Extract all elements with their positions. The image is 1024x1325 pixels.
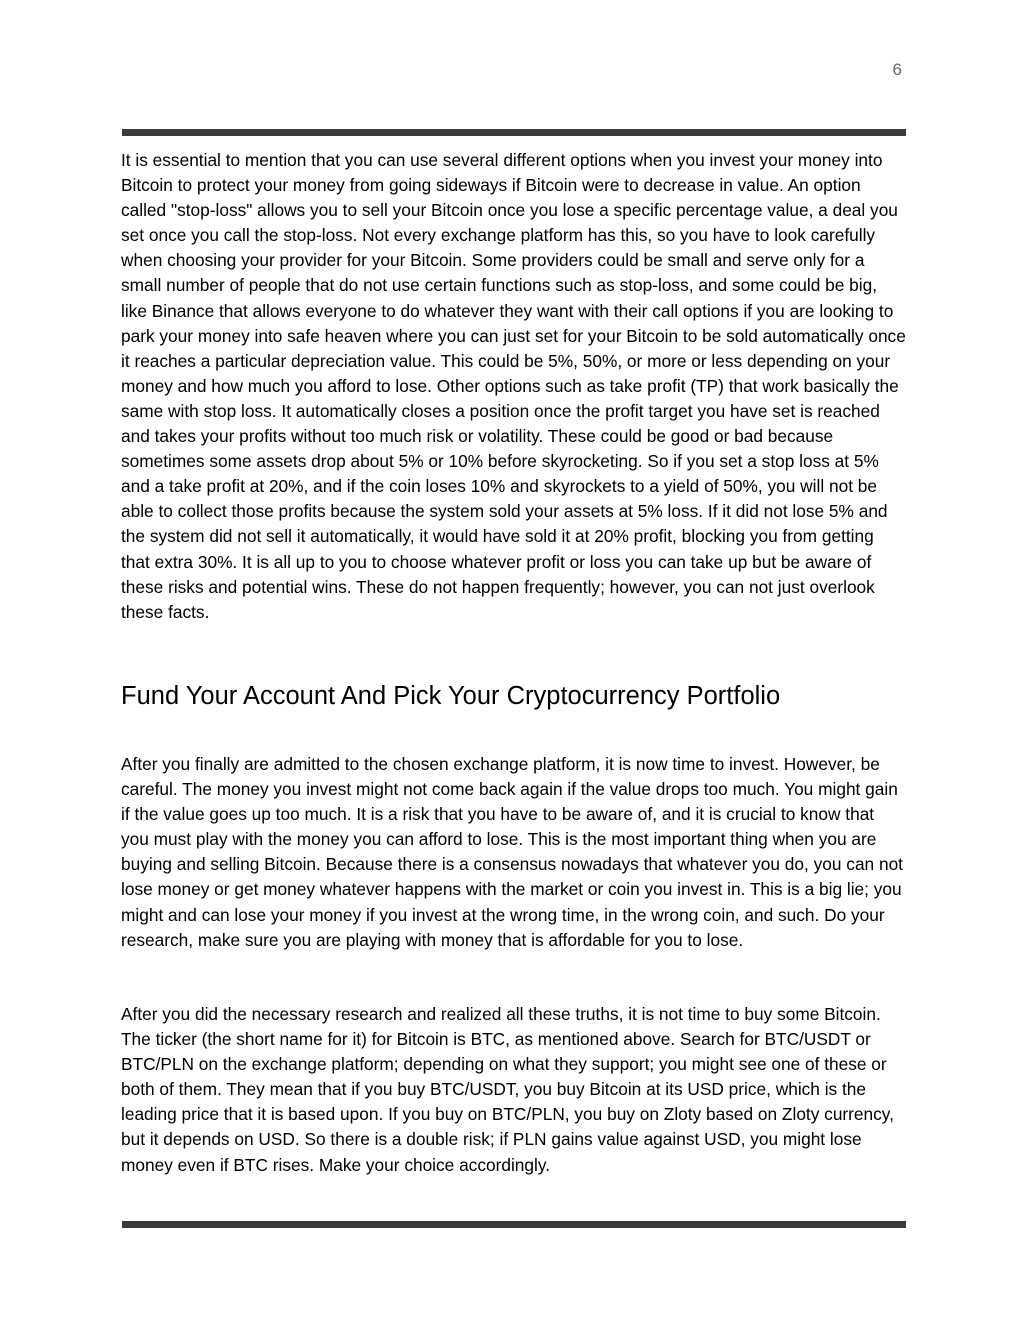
- bottom-divider: [122, 1221, 906, 1228]
- paragraph-stop-loss: [121, 148, 906, 625]
- page-number: 6: [892, 60, 902, 79]
- paragraph-buy-bitcoin: [121, 1002, 906, 1178]
- paragraph-text: After you did the necessary research and realized all these truths, it is not time to buy some Bitcoin. The ticker (the short name for it) for Bitcoin is BTC, as mentioned above. Search for BTC/USDT or BTC/PLN on the exchange platform; depending on what they support; you might see one of these or both of them. They mean that if you buy BTC/USDT, you buy Bitcoin at its USD price, which is the leading price that it is based upon. If you buy on BTC/PLN, you buy on Zloty based on Zloty currency, but it depends on USD. So there is a double risk; if PLN gains value against USD, you might lose money even if BTC rises. Make your choice accordingly.: [121, 1004, 894, 1175]
- paragraph-text: It is essential to mention that you can use several different options when you invest your money into Bitcoin to protect your money from going sideways if Bitcoin were to decrease in value. An option called "stop-loss" allows you to sell your Bitcoin once you lose a specific percentage value, a deal you set once you call the stop-loss. Not every exchange platform has this, so you have to look carefully when choosing your provider for your Bitcoin. Some providers could be small and serve only for a small number of people that do not use certain functions such as stop-loss, and some could be big, like Binance that allows everyone to do whatever they want with their call options if you are looking to park your money into safe heaven where you can just set for your Bitcoin to be sold automatically once it reaches a particular depreciation value. This could be 5%, 50%, or more or less depending on your money and how much you afford to lose. Other options such as take profit (TP) that work basically the same with stop loss. It automatically closes a position once the profit target you have set is reached and takes your profits without too much risk or volatility. These could be good or bad because sometimes some assets drop about 5% or 10% before skyrocketing. So if you set a stop loss at 5% and a take profit at 20%, and if the coin loses 10% and skyrockets to a yield of 50%, you will not be able to collect those profits because the system sold your assets at 5% loss. If it did not lose 5% and the system did not sell it automatically, it would have sold it at 20% profit, blocking you from getting that extra 30%. It is all up to you to choose whatever profit or loss you can take up but be aware of these risks and potential wins. These do not happen frequently; however, you can not just overlook these facts.: [121, 150, 906, 622]
- paragraph-text: After you finally are admitted to the chosen exchange platform, it is now time to invest. However, be careful. The money you invest might not come back again if the value drops too much. You might gain if the value goes up too much. It is a risk that you have to be aware of, and it is crucial to know that you must play with the money you can afford to lose. This is the most important thing when you are buying and selling Bitcoin. Because there is a consensus nowadays that whatever you do, you can not lose money or get money whatever happens with the market or coin you invest in. This is a big lie; you might and can lose your money if you invest at the wrong time, in the wrong coin, and such. Do your research, make sure you are playing with money that is affordable for you to lose.: [121, 754, 903, 950]
- section-heading: Fund Your Account And Pick Your Cryptocurrency Portfolio: [121, 682, 781, 710]
- top-divider: [122, 129, 906, 136]
- paragraph-invest-warning: [121, 752, 906, 953]
